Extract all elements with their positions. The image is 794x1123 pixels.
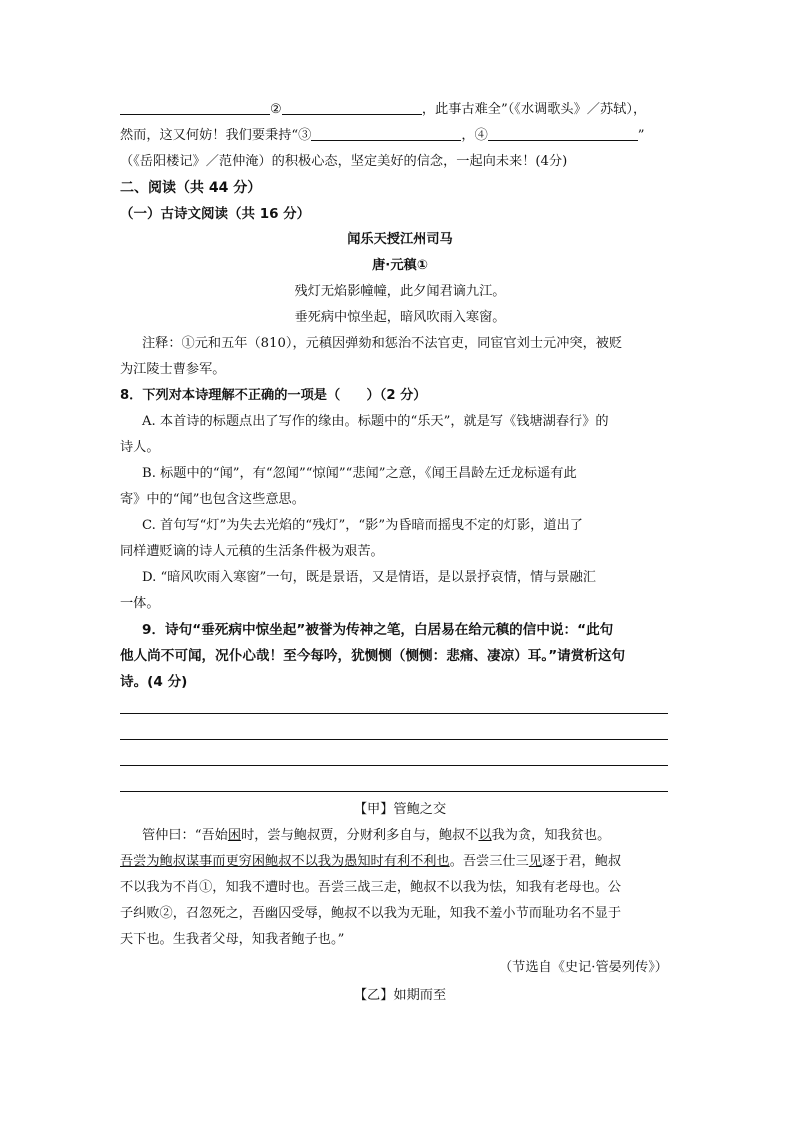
option-c-line-2[interactable]: 同样遭贬谪的诗人元稹的生活条件极为艰苦。: [120, 544, 384, 559]
poem-line-1: 残灯无焰影幢幢，此夕闻君谪九江。: [294, 284, 506, 299]
option-c-line-1[interactable]: C. 首句写“灯”为失去光焰的“残灯”，“影”为昏暗而摇曳不定的灯影，道出了: [142, 518, 583, 533]
passage-a-text: 我为贪，知我贫也。: [491, 828, 611, 843]
underlined-sentence: 吾尝为鲍叔谋事而更穷困鲍叔不以我为愚知时有利不利也: [120, 854, 450, 869]
question-9-line-1: 9．诗句“垂死病中惊坐起”被誉为传神之笔，白居易在给元稹的信中说：“此句: [142, 622, 614, 638]
poem-note-2: 为江陵士曹参军。: [120, 362, 226, 377]
fill-in-text-1: ，此事古难全”（《水调歌头》／苏轼），: [421, 102, 647, 117]
passage-a-line-2: [120, 852, 680, 872]
option-b-line-1[interactable]: B. 标题中的“闻”，有“忽闻”“惊闻”“悲闻”之意，《闻王昌龄左迁龙标遥有此: [142, 466, 577, 481]
underlined-word-jian: 见: [528, 854, 542, 869]
option-d-line-2[interactable]: 一体。: [120, 596, 160, 611]
fill-in-text-2: 然而，这又何妨！我们要秉持“③: [120, 128, 312, 143]
passage-a-line-1: [142, 826, 702, 846]
underlined-word-yi: 以: [478, 828, 492, 843]
passage-a-line-3: 不以我为不肖①，知我不遭时也。吾尝三战三走，鲍叔不以我为怯，知我有老母也。公: [120, 880, 622, 895]
poem-line-2: 垂死病中惊坐起，暗风吹雨入寒窗。: [294, 310, 506, 325]
passage-a-line-4: 子纠败②，召忽死之，吾幽囚受辱，鲍叔不以我为无耻，知我不羞小节而耻功名不显于: [120, 906, 622, 921]
answer-line-3[interactable]: [120, 765, 668, 766]
poem-title: 闻乐天授江州司马: [347, 232, 453, 247]
poem-note-1: 注释：①元和五年（810），元稹因弹劾和惩治不法官吏，同宦官刘士元冲突，被贬: [142, 336, 623, 351]
answer-line-4[interactable]: [120, 791, 668, 792]
fill-in-line-2: [120, 126, 680, 146]
underlined-word-kun: 困: [227, 828, 242, 843]
option-d-line-1[interactable]: D. “暗风吹雨入寒窗”一句，既是景语，又是情语，是以景抒哀情，情与景融汇: [142, 570, 596, 585]
answer-blank-1[interactable]: [120, 100, 270, 115]
passage-b-title: 【乙】如期而至: [353, 988, 447, 1003]
question-9-line-2: 他人尚不可闻，况仆心哉！至今每吟，犹恻恻（恻恻：悲痛、凄凉）耳。”请赏析这句: [120, 648, 626, 664]
question-8-stem: 8．下列对本诗理解不正确的一项是（ ）（2 分）: [120, 388, 427, 403]
passage-a-text: 时，尝与鲍叔贾，分财利多自与，鲍叔不: [241, 828, 479, 843]
comma-text: ，: [461, 128, 475, 143]
answer-line-1[interactable]: [120, 713, 668, 714]
fill-in-line-3: （《岳阳楼记》／范仲淹）的积极心态，坚定美好的信念，一起向未来！(4分): [120, 154, 568, 169]
passage-a-text: 管仲曰：“吾始: [142, 828, 228, 843]
passage-a-text: 。吾尝三仕三: [449, 854, 529, 869]
option-a-line-2[interactable]: 诗人。: [120, 440, 160, 455]
subsection-heading: （一）古诗文阅读（共 16 分）: [120, 206, 311, 222]
passage-a-text: 逐于君，鲍叔: [542, 854, 622, 869]
passage-a-title: 【甲】管鲍之交: [353, 802, 447, 817]
answer-line-2[interactable]: [120, 739, 668, 740]
question-9-line-3: 诗。(4 分): [120, 674, 188, 690]
answer-blank-2[interactable]: [282, 100, 422, 115]
answer-blank-4[interactable]: [488, 126, 638, 141]
circle-4-label: ④: [474, 128, 488, 143]
passage-a-source: （节选自《史记·管晏列传》）: [498, 960, 668, 975]
passage-a-line-5: 天下也。生我者父母，知我者鲍子也。”: [120, 932, 345, 947]
option-b-line-2[interactable]: 寄》中的“闻”也包含这些意思。: [120, 492, 305, 507]
section-heading: 二、阅读（共 44 分）: [120, 180, 262, 196]
poem-author: 唐·元稹①: [372, 258, 428, 273]
option-a-line-1[interactable]: A. 本首诗的标题点出了写作的缘由。标题中的“乐天”，就是写《钱塘湖春行》的: [142, 414, 609, 429]
fill-in-line-1: [120, 100, 680, 120]
circle-2-label: ②: [270, 102, 282, 117]
close-quote-text: ”: [637, 128, 645, 143]
answer-blank-3[interactable]: [311, 126, 461, 141]
